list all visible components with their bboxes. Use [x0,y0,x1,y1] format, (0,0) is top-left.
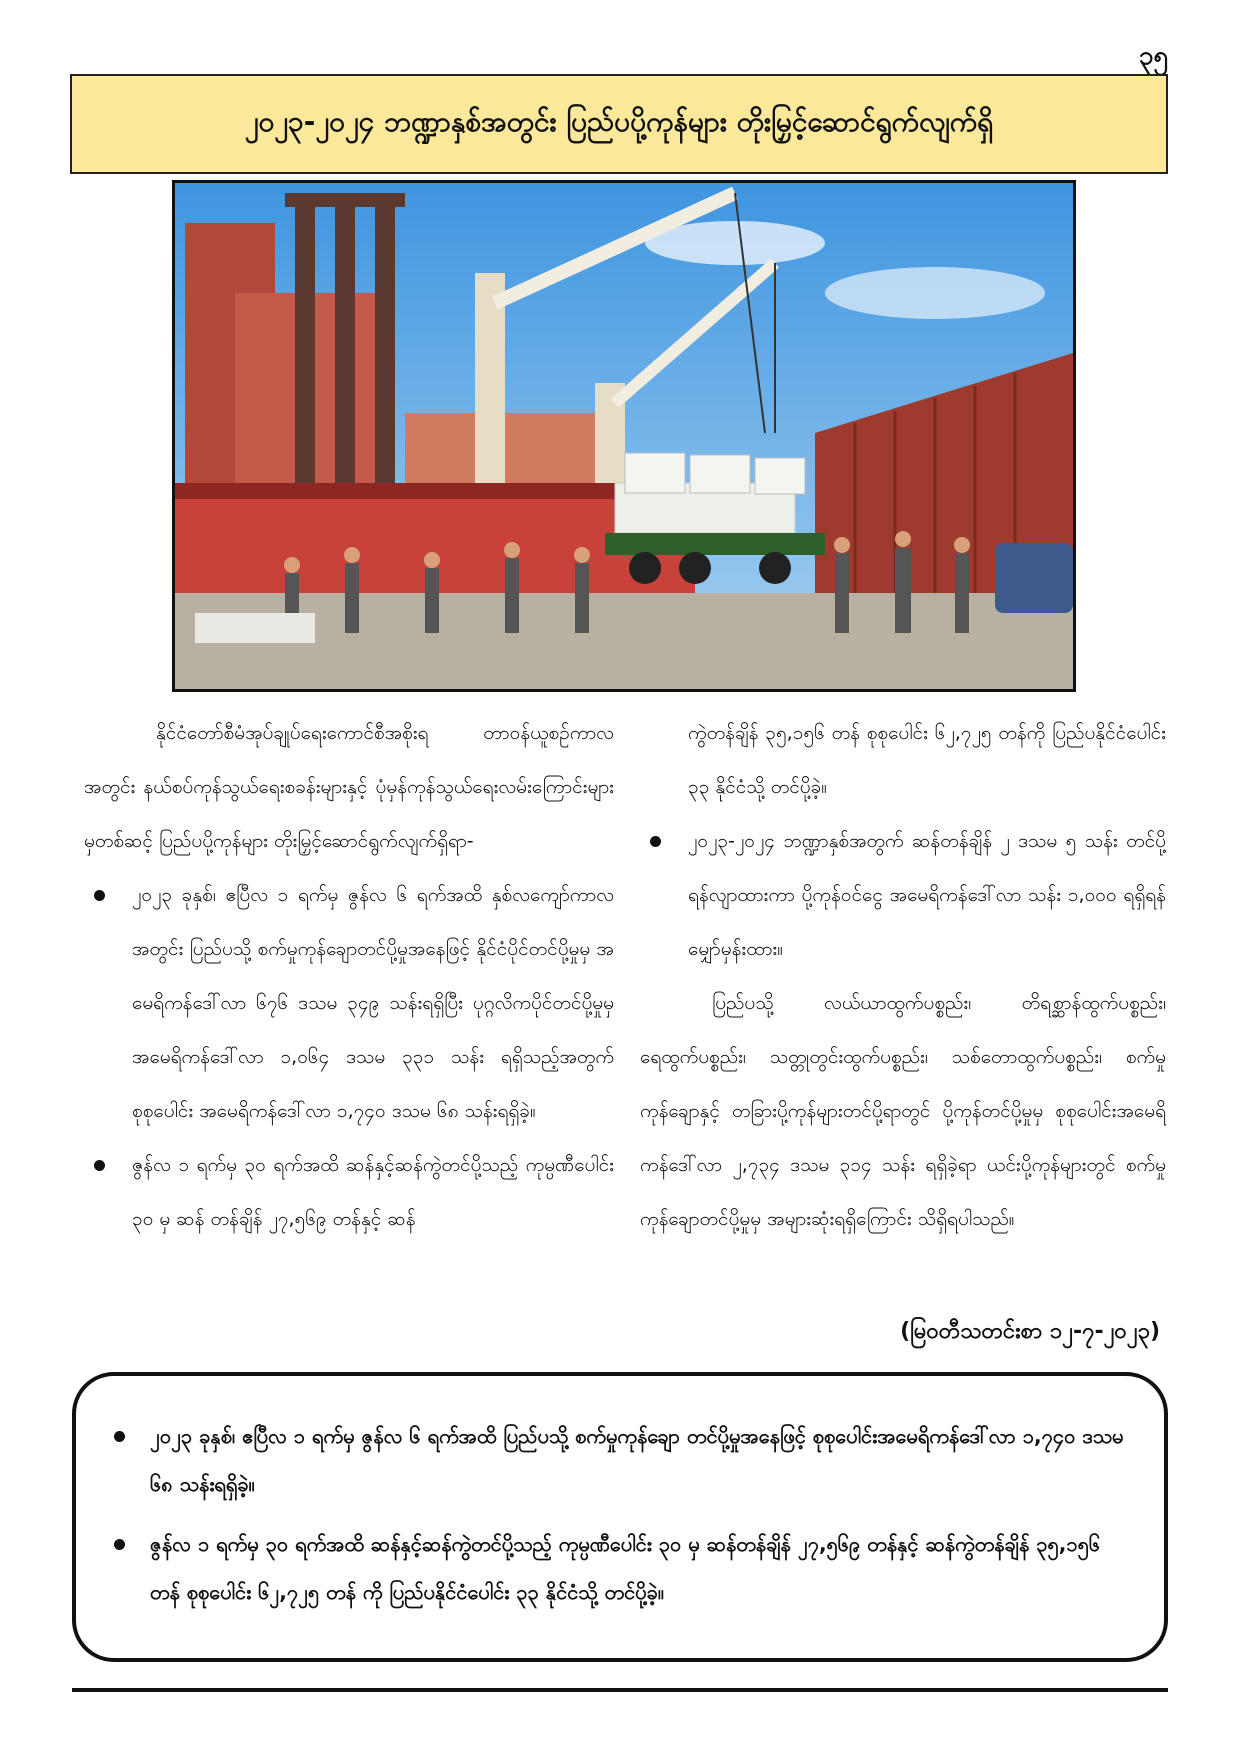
bottom-divider [72,1688,1168,1692]
list-item [84,1138,614,1246]
bullet-icon [114,1539,125,1550]
left-bullet-list [84,868,614,1246]
summary-item [106,1412,1128,1508]
summary-item [106,1520,1128,1616]
photo-illustration [175,183,1073,689]
title-banner [70,74,1168,174]
bullet-icon [650,836,661,847]
bullet-icon [114,1431,125,1442]
intro-paragraph: နိုင်ငံတော်စီမံအုပ်ချုပ်ရေးကောင်စီအစိုးရ တာဝန်ယူစဉ်ကာလအတွင်း နယ်စပ်ကုန်သွယ်ရေးစခန်းများနှင့် ပုံမှန်ကုန်သွယ်ရေးလမ်းကြောင်းများမှတစ်ဆင့် ပြည်ပပို့ကုန်များ တိုးမြှင့်ဆောင်ရွက်လျက်ရှိရာ- [84,722,614,852]
page-title: ၂၀၂၃-၂၀၂၄ ဘဏ္ဍာနှစ်အတွင်း ပြည်ပပို့ကုန်များ တိုးမြှင့်ဆောင်ရွက်လျက်ရှိ [244,105,994,138]
right-column [640,706,1166,1246]
source-citation: (မြဝတီသတင်းစာ ၁၂-၇-၂၀၂၃) [900,1319,1160,1344]
bullet-text: ၂၀၂၃-၂၀၂၄ ဘဏ္ဍာနှစ်အတွက် ဆန်တန်ချိန် ၂ ဒသမ ၅ သန်း တင်ပို့ရန်လျာထားကာ ပို့ကုန်ဝင်ငွေ အမေရိကန်ဒေါ်လာ သန်း ၁,၀၀၀ ရရှိရန် မျှော်မှန်းထား။ [688,830,1166,960]
closing-paragraph: ပြည်ပသို့ လယ်ယာထွက်ပစ္စည်း၊ တိရစ္ဆာန်ထွက်ပစ္စည်း၊ ရေထွက်ပစ္စည်း၊ သတ္တုတွင်းထွက်ပစ္စည်း၊ သစ်တောထွက်ပစ္စည်း၊ စက်မှုကုန်ချောနှင့် တခြားပို့ကုန်များတင်ပို့ရာတွင် ပို့ကုန်တင်ပို့မှုမှ စုစုပေါင်းအမေရိကန်ဒေါ်လာ ၂,၇၃၄ ဒသမ ၃၁၄ သန်း ရရှိခဲ့ရာ ယင်းပို့ကုန်များတွင် စက်မှုကုန်ချောတင်ပို့မှုမှ အများဆုံးရရှိကြောင်း သိရှိရပါသည်။ [640,992,1166,1230]
page-number: ၃၅ [1138,41,1168,71]
summary-list [106,1412,1128,1616]
list-item [84,868,614,1138]
port-cargo-loading-photo [172,180,1076,692]
right-bullet-list [640,814,1166,976]
summary-box [72,1372,1168,1662]
list-item [640,814,1166,976]
continuation-paragraph: ကွဲတန်ချိန် ၃၅,၁၅၆ တန် စုစုပေါင်း ၆၂,၇၂၅ တန်ကို ပြည်ပနိုင်ငံပေါင်း ၃၃ နိုင်ငံသို့ တင်ပို့ခဲ့။ [688,722,1166,798]
bullet-text: ဇွန်လ ၁ ရက်မှ ၃၀ ရက်အထိ ဆန်နှင့်ဆန်ကွဲတင်ပို့သည့် ကုမ္ပဏီပေါင်း ၃၀ မှ ဆန် တန်ချိန် ၂၇,၅၆၉ တန်နှင့် ဆန် [132,1154,614,1230]
bullet-text: ၂၀၂၃ ခုနှစ်၊ ဧပြီလ ၁ ရက်မှ ဇွန်လ ၆ ရက်အထိ နှစ်လကျော်ကာလအတွင်း ပြည်ပသို့ စက်မှုကုန်ချောတင်ပို့မှုအနေဖြင့် နိုင်ငံပိုင်တင်ပို့မှုမှ အမေရိကန်ဒေါ်လာ ၆၇၆ ဒသမ ၃၄၉ သန်းရရှိပြီး ပုဂ္ဂလိကပိုင်တင်ပို့မှုမှ အမေရိကန်ဒေါ်လာ ၁,၀၆၄ ဒသမ ၃၃၁ သန်း ရရှိသည့်အတွက် စုစုပေါင်း အမေရိကန်ဒေါ်လာ ၁,၇၄၀ ဒသမ ၆၈ သန်းရရှိခဲ့။ [132,884,614,1122]
summary-text: ဇွန်လ ၁ ရက်မှ ၃၀ ရက်အထိ ဆန်နှင့်ဆန်ကွဲတင်ပို့သည့် ကုမ္ပဏီပေါင်း ၃၀ မှ ဆန်တန်ချိန် ၂၇,၅၆၉ တန်နှင့် ဆန်ကွဲတန်ချိန် ၃၅,၁၅၆ တန် စုစုပေါင်း ၆၂,၇၂၅ တန် ကို ပြည်ပနိုင်ငံပေါင်း ၃၃ နိုင်ငံသို့ တင်ပို့ခဲ့။ [150,1532,1101,1604]
summary-text: ၂၀၂၃ ခုနှစ်၊ ဧပြီလ ၁ ရက်မှ ဇွန်လ ၆ ရက်အထိ ပြည်ပသို့ စက်မှုကုန်ချော တင်ပို့မှုအနေဖြင့် စုစုပေါင်းအမေရိကန်ဒေါ်လာ ၁,၇၄၀ ဒသမ ၆၈ သန်းရရှိခဲ့။ [150,1424,1124,1496]
bullet-icon [94,1160,105,1171]
bullet-icon [94,890,105,901]
left-column [84,706,614,1246]
